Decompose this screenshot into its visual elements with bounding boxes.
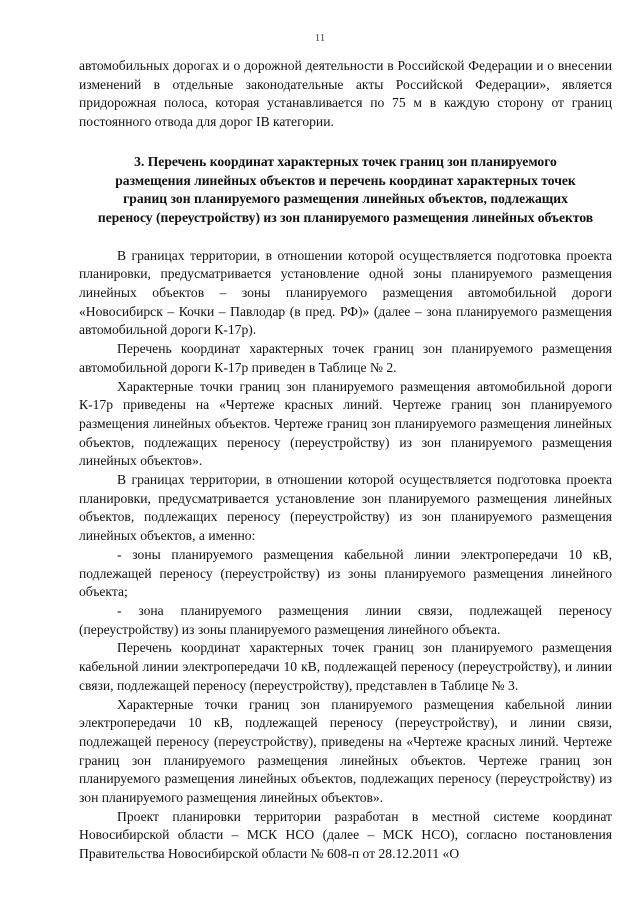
paragraph-relocation-points-on-drawing: Характерные точки границ зон планируемого размещения кабельной линии электропередачи 10 кВ, подлежащей переносу (переустройству), и линии связи, подлежащей переносу (переустройству), приведены на «Чертеже красных линий. Чертеже границ зон планируемого размещения линейных объектов. Чертеже границ зон планируемого размещения линейных объектов, подлежащих переносу (переустройству) из зон планируемого размещения линейных объектов». <box>79 696 612 806</box>
page-number: 11 <box>314 32 326 44</box>
list-item-communication-line: - зона планируемого размещения линии связи, подлежащей переносу (переустройству) из зоны планируемого размещения линейного объекта. <box>79 602 612 637</box>
paragraph-zone-establishment: В границах территории, в отношении которой осуществляется подготовка проекта планировки, предусматривается установление одной зоны планируемого размещения линейных объектов – зоны планируемого размещения автомобильной дороги «Новосибирск – Кочки – Павлодар (в пред. РФ)» (далее – зона планируемого размещения автомобильной дороги К-17р). <box>79 247 612 338</box>
paragraph-coordinates-table-2: Перечень координат характерных точек границ зон планируемого размещения автомобильной дороги К-17р приведен в Таблице № 2. <box>79 341 612 375</box>
paragraph-relocation-zones: В границах территории, в отношении которой осуществляется подготовка проекта планировки, предусматривается установление зон планируемого размещения линейных объектов, подлежащих переносу (переустройству) из зон планируемого размещения линейных объектов, а именно: <box>79 472 612 544</box>
opening-paragraph: автомобильных дорогах и о дорожной деятельности в Российской Федерации и о внесении изменений в отдельные законодательные акты Российской Федерации», является придорожная полоса, которая устанавливается по 75 м в каждую сторону от границ постоянного отвода для дорог IВ категории. <box>79 58 612 130</box>
section-heading: 3. Перечень координат характерных точек границ зон планируемого размещения линейных объектов и перечень координат характерных точек границ зон планируемого размещения линейных объектов, подлежащих переносу (переустройству) из зон планируемого размещения линейных объектов <box>97 153 594 225</box>
list-item-power-line: - зоны планируемого размещения кабельной линии электропередачи 10 кВ, подлежащей переносу (переустройству) из зоны планируемого размещения линейного объекта; <box>79 546 612 600</box>
paragraph-points-on-drawing: Характерные точки границ зон планируемого размещения автомобильной дороги К-17р приведены на «Чертеже красных линий. Чертеже границ зон планируемого размещения линейных объектов. Чертеже границ зон планируемого размещения линейных объектов, подлежащих переносу (переустройству) из зон планируемого размещения линейных объектов». <box>79 378 612 469</box>
paragraph-coordinate-system: Проект планировки территории разработан в местной системе координат Новосибирской области – МСК НСО (далее – МСК НСО), согласно постановления Правительства Новосибирской области № 608-п от 28.12.2011 «О <box>79 808 612 862</box>
document-body <box>79 57 612 864</box>
paragraph-coordinates-table-3: Перечень координат характерных точек границ зон планируемого размещения кабельной линии электропередачи 10 кВ, подлежащей переносу (переустройству), и линии связи, подлежащей переносу (переустройству), представлен в Таблице № 3. <box>79 640 612 693</box>
